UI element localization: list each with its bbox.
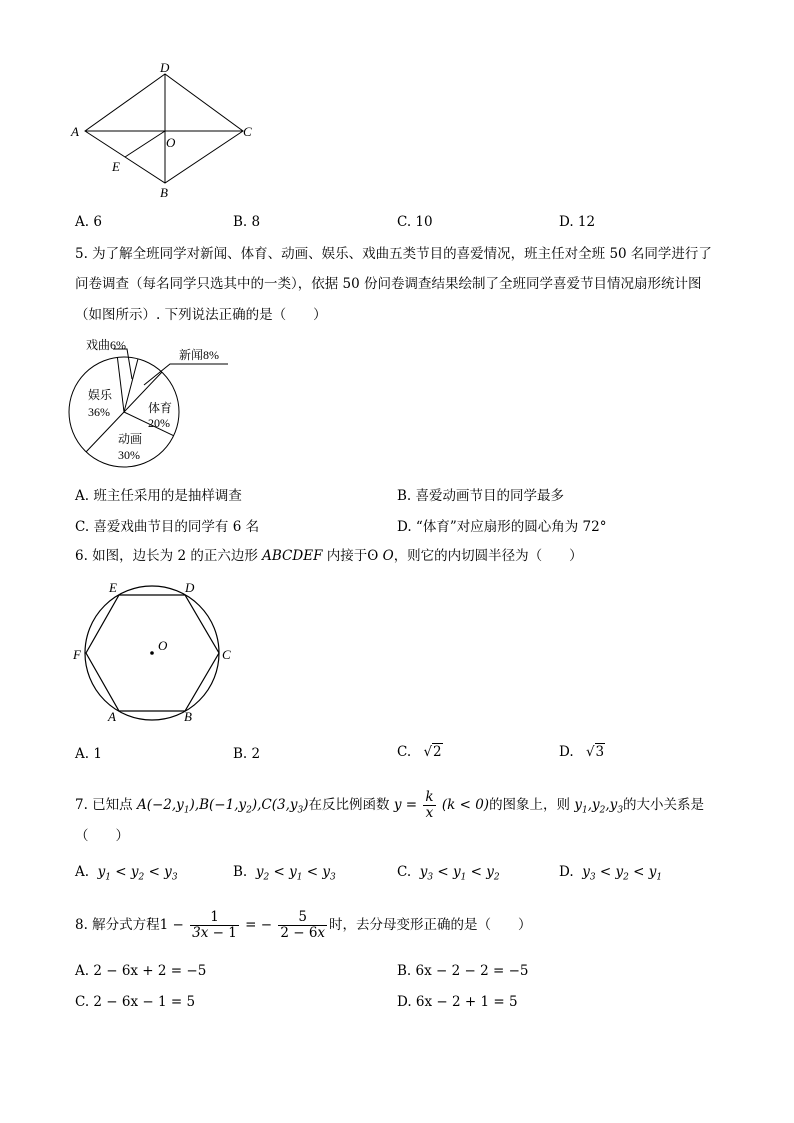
q7-frac-den: x <box>425 805 434 821</box>
q6-circle-name: O <box>382 548 394 564</box>
q8-option-c: C. 2 − 6x − 1 = 5 <box>75 994 196 1010</box>
hex-label-f: F <box>73 647 81 662</box>
pie-label-yule: 娱乐 <box>88 388 113 402</box>
q7-option-b-label: B. <box>233 864 248 880</box>
pie-pct-tiyu: 20% <box>148 416 170 430</box>
pie-chart <box>60 332 250 472</box>
q4-option-a: A. 6 <box>75 214 102 230</box>
rhombus-label-c: C <box>243 124 252 139</box>
pie-label-xiqu: 戏曲6% <box>86 338 126 352</box>
q7-option-a: A. $y_1 < y_2 < y_3$ <box>75 864 178 883</box>
pie-label-donghua: 动画 <box>118 432 143 446</box>
q4-option-d: D. 12 <box>559 214 596 230</box>
q5-line-3: （如图所示）. 下列说法正确的是（ ） <box>75 307 327 323</box>
q6-option-c-radicand: 2 <box>433 744 442 760</box>
rhombus-label-o: O <box>166 135 176 150</box>
q7-option-d: D. $y_3 < y_2 < y_1$ <box>559 864 663 883</box>
hex-label-e: E <box>109 580 117 595</box>
q6-option-d-label: D. <box>559 744 574 760</box>
hex-label-d: D <box>185 580 195 595</box>
q7-option-c: C. $y_3 < y_1 < y_2$ <box>397 864 500 883</box>
q6-pre: 6. 如图，边长为 2 的正六边形 <box>75 548 258 564</box>
q7-func-y: y = <box>393 797 418 813</box>
q8-fraction-right: $\frac{5}{2 - 6x}$ <box>280 909 326 941</box>
q6-option-b: B. 2 <box>233 746 261 762</box>
q7-condition: (k < 0) <box>441 797 490 813</box>
q6-option-d-radicand: 3 <box>595 744 605 760</box>
q6-hexagon-name: ABCDEF <box>262 548 323 564</box>
q4-option-c: C. 10 <box>397 214 433 230</box>
pie-label-xinwen: 新闻8% <box>179 348 219 362</box>
rhombus-label-d: D <box>160 60 170 75</box>
hexagon-figure <box>65 575 245 735</box>
q7-paren: （ ） <box>75 828 129 844</box>
pie-slice-boundary-0 <box>117 357 124 412</box>
q7-end: 的大小关系是 <box>623 797 705 813</box>
q7-vars: $y_1,y_2,y_3$ <box>574 797 624 816</box>
q4-option-b: B. 8 <box>233 214 261 230</box>
q7-option-a-label: A. <box>75 864 90 880</box>
q8-option-a: A. 2 − 6x + 2 = −5 <box>75 963 207 979</box>
q8-prefix: 8. 解分式方程 <box>75 917 160 933</box>
q7-frac-num: k <box>425 789 434 805</box>
sqrt-icon: √3 <box>585 744 605 760</box>
q8-fraction-left: $\frac{1}{3x - 1}$ <box>192 909 237 941</box>
q7-option-b: B. $y_2 < y_1 < y_3$ <box>233 864 336 883</box>
q6-post: ，则它的内切圆半径为（ ） <box>393 548 583 564</box>
pie-pct-donghua: 30% <box>118 448 140 462</box>
q7-prefix: 7. 已知点 <box>75 797 133 813</box>
pie-label-tiyu: 体育 <box>148 401 173 415</box>
pie-pct-yule: 36% <box>88 405 110 419</box>
q7-tail: 的图象上，则 <box>489 797 571 813</box>
q5-option-b: B. 喜爱动画节目的同学最多 <box>397 488 565 504</box>
q7-fraction <box>423 790 435 821</box>
q8-option-b: B. 6x − 2 − 2 = −5 <box>397 963 529 979</box>
q8-stem: 8. 解分式方程1 − $\frac{1}{3x - 1}$ = − $\frac{5}{2 - 6x}$ 时，去分母变形正确的是（ ） <box>75 909 532 941</box>
q6-mid: 内接于ʘ <box>326 548 379 564</box>
q6-option-a: A. 1 <box>75 746 102 762</box>
q8-option-d: D. 6x − 2 + 1 = 5 <box>397 994 518 1010</box>
rhombus-label-e: E <box>112 159 120 174</box>
q5-line-1: 5. 为了解全班同学对新闻、体育、动画、娱乐、戏曲五类节目的喜爱情况，班主任对全班 50 名同学进行了 <box>75 246 712 262</box>
q5-option-a: A. 班主任采用的是抽样调查 <box>75 488 242 504</box>
q7-after-points: 在反比例函数 <box>308 797 390 813</box>
q7-points: $A(-2,y_1),B(-1,y_2),C(3,y_3)$ <box>136 797 309 816</box>
q5-option-d: D. “体育”对应扇形的圆心角为 72° <box>397 519 607 535</box>
q6-option-d <box>559 744 605 760</box>
q7-stem <box>75 790 704 826</box>
q5-line-2: 问卷调查（每名同学只选其中的一类），依据 50 份问卷调查结果绘制了全班同学喜爱节目情况扇形统计图 <box>75 276 702 292</box>
q6-option-c <box>397 744 443 760</box>
q7-option-c-label: C. <box>397 864 412 880</box>
rhombus-label-b: B <box>160 185 168 200</box>
q6-stem <box>75 546 583 566</box>
q7-option-d-label: D. <box>559 864 574 880</box>
sqrt-icon: √2 <box>423 744 442 760</box>
hex-label-b: B <box>184 709 192 724</box>
q8-suffix: 时，去分母变形正确的是（ ） <box>329 917 532 933</box>
rhombus-label-a: A <box>71 124 79 139</box>
q6-option-c-label: C. <box>397 744 412 760</box>
hex-label-o: O <box>158 638 168 653</box>
rhombus-figure <box>65 60 265 210</box>
hex-label-c: C <box>222 647 231 662</box>
q5-option-c: C. 喜爱戏曲节目的同学有 6 名 <box>75 519 260 535</box>
hex-label-a: A <box>108 709 116 724</box>
